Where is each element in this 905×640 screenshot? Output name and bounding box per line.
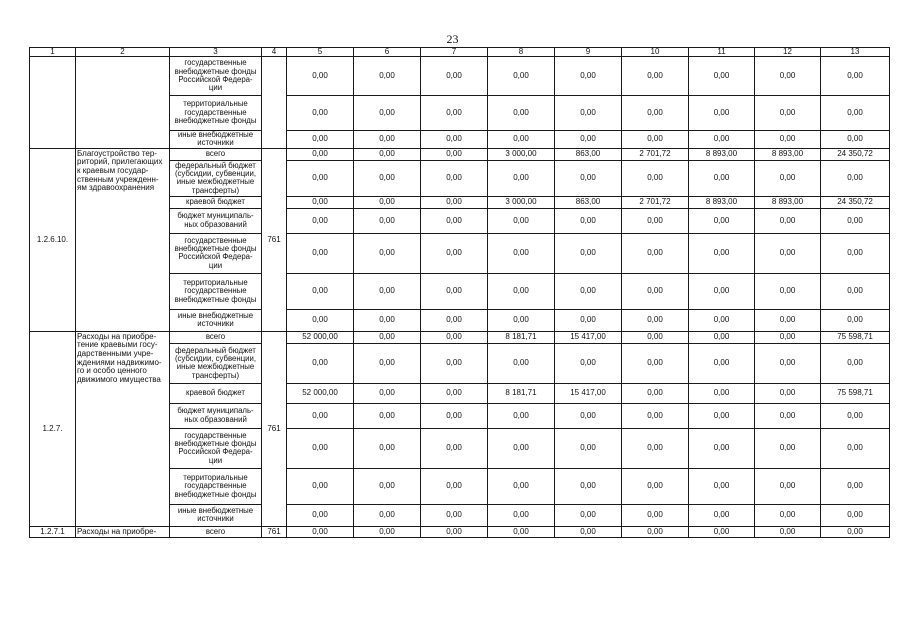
item-name: [76, 331, 170, 526]
amount-cell: 0,00: [689, 160, 755, 196]
amount-cell: 863,00: [555, 196, 622, 208]
column-number: 1: [30, 48, 76, 57]
amount-cell: 0,00: [755, 468, 821, 504]
amount-cell: 0,00: [622, 57, 689, 96]
amount-cell: 0,00: [488, 208, 555, 233]
amount-cell: 0,00: [488, 428, 555, 468]
amount-cell: 0,00: [622, 428, 689, 468]
amount-cell: 0,00: [622, 331, 689, 343]
amount-cell: 0,00: [689, 343, 755, 383]
item-name-text: Расходы на приобре- тение краевыми госу- дарственными учре- ждениями надвижимо- го и особо ценного движимого имущества: [77, 331, 162, 384]
amount-cell: 0,00: [287, 196, 354, 208]
amount-cell: 0,00: [287, 504, 354, 526]
amount-cell: 0,00: [421, 504, 488, 526]
amount-cell: 0,00: [821, 57, 890, 96]
amount-cell: 0,00: [689, 57, 755, 96]
amount-cell: 0,00: [488, 504, 555, 526]
amount-cell: 3 000,00: [488, 148, 555, 160]
amount-cell: 0,00: [755, 309, 821, 331]
amount-cell: 0,00: [287, 428, 354, 468]
amount-cell: 0,00: [689, 131, 755, 149]
item-name: [76, 148, 170, 331]
amount-cell: 0,00: [622, 96, 689, 131]
amount-cell: 0,00: [821, 309, 890, 331]
amount-cell: 863,00: [555, 148, 622, 160]
amount-cell: 0,00: [421, 403, 488, 428]
amount-cell: 0,00: [287, 468, 354, 504]
amount-cell: 0,00: [555, 468, 622, 504]
amount-cell: 0,00: [354, 148, 421, 160]
amount-cell: 0,00: [555, 208, 622, 233]
department-code: 761: [262, 331, 287, 526]
amount-cell: 0,00: [287, 526, 354, 537]
amount-cell: 0,00: [354, 96, 421, 131]
table-row: [30, 331, 890, 343]
amount-cell: 0,00: [821, 96, 890, 131]
funding-source: иные внебюджетные источники: [170, 309, 262, 331]
amount-cell: 0,00: [555, 96, 622, 131]
column-number-row: [30, 48, 890, 57]
amount-cell: 0,00: [287, 343, 354, 383]
amount-cell: 0,00: [622, 468, 689, 504]
amount-cell: 0,00: [755, 331, 821, 343]
amount-cell: 0,00: [421, 343, 488, 383]
amount-cell: 0,00: [555, 504, 622, 526]
amount-cell: 0,00: [755, 504, 821, 526]
funding-source: бюджет муниципаль- ных образований: [170, 208, 262, 233]
amount-cell: 0,00: [354, 428, 421, 468]
amount-cell: 0,00: [488, 96, 555, 131]
amount-cell: 0,00: [689, 526, 755, 537]
amount-cell: 0,00: [287, 57, 354, 96]
amount-cell: 0,00: [421, 468, 488, 504]
amount-cell: 0,00: [287, 160, 354, 196]
amount-cell: 0,00: [755, 428, 821, 468]
amount-cell: 0,00: [821, 428, 890, 468]
amount-cell: 0,00: [354, 57, 421, 96]
amount-cell: 0,00: [555, 403, 622, 428]
amount-cell: 0,00: [421, 273, 488, 309]
amount-cell: 0,00: [555, 309, 622, 331]
amount-cell: 0,00: [821, 208, 890, 233]
amount-cell: 0,00: [622, 403, 689, 428]
amount-cell: 8 181,71: [488, 331, 555, 343]
amount-cell: 0,00: [555, 131, 622, 149]
amount-cell: 0,00: [555, 343, 622, 383]
amount-cell: 0,00: [421, 428, 488, 468]
funding-source: краевой бюджет: [170, 383, 262, 403]
amount-cell: 8 893,00: [689, 148, 755, 160]
amount-cell: 0,00: [555, 526, 622, 537]
amount-cell: 0,00: [689, 309, 755, 331]
item-name: [76, 526, 170, 537]
funding-source: государственные внебюджетные фонды Российской Федера- ции: [170, 57, 262, 96]
amount-cell: 0,00: [287, 208, 354, 233]
amount-cell: 0,00: [689, 428, 755, 468]
column-number: 10: [622, 48, 689, 57]
amount-cell: 3 000,00: [488, 196, 555, 208]
amount-cell: 0,00: [821, 273, 890, 309]
amount-cell: 0,00: [689, 468, 755, 504]
amount-cell: 0,00: [287, 273, 354, 309]
amount-cell: 0,00: [488, 273, 555, 309]
funding-source: государственные внебюджетные фонды Российской Федера- ции: [170, 428, 262, 468]
amount-cell: 2 701,72: [622, 148, 689, 160]
column-number: 3: [170, 48, 262, 57]
amount-cell: 0,00: [287, 131, 354, 149]
amount-cell: 24 350,72: [821, 196, 890, 208]
funding-source: иные внебюджетные источники: [170, 131, 262, 149]
amount-cell: 24 350,72: [821, 148, 890, 160]
table-row: [30, 57, 890, 96]
item-code: [30, 57, 76, 149]
amount-cell: 0,00: [755, 57, 821, 96]
column-number: 9: [555, 48, 622, 57]
amount-cell: 0,00: [488, 309, 555, 331]
amount-cell: 0,00: [622, 273, 689, 309]
amount-cell: 0,00: [354, 468, 421, 504]
amount-cell: 0,00: [689, 331, 755, 343]
amount-cell: 0,00: [622, 526, 689, 537]
department-code: 761: [262, 526, 287, 537]
amount-cell: 0,00: [421, 208, 488, 233]
amount-cell: 0,00: [622, 160, 689, 196]
amount-cell: 8 893,00: [755, 148, 821, 160]
amount-cell: 0,00: [689, 383, 755, 403]
amount-cell: 0,00: [354, 131, 421, 149]
column-number: 2: [76, 48, 170, 57]
amount-cell: 0,00: [821, 131, 890, 149]
amount-cell: 0,00: [555, 233, 622, 273]
amount-cell: 0,00: [555, 428, 622, 468]
amount-cell: 52 000,00: [287, 383, 354, 403]
amount-cell: 0,00: [689, 403, 755, 428]
amount-cell: 0,00: [421, 160, 488, 196]
amount-cell: 2 701,72: [622, 196, 689, 208]
amount-cell: 0,00: [287, 309, 354, 331]
amount-cell: 0,00: [354, 196, 421, 208]
amount-cell: 0,00: [488, 343, 555, 383]
amount-cell: 0,00: [821, 233, 890, 273]
amount-cell: 0,00: [821, 504, 890, 526]
funding-source: территориальные государственные внебюджетные фонды: [170, 273, 262, 309]
amount-cell: 8 181,71: [488, 383, 555, 403]
amount-cell: 0,00: [287, 233, 354, 273]
amount-cell: 0,00: [689, 96, 755, 131]
column-number: 6: [354, 48, 421, 57]
amount-cell: 0,00: [755, 403, 821, 428]
funding-source: бюджет муниципаль- ных образований: [170, 403, 262, 428]
amount-cell: 0,00: [354, 403, 421, 428]
item-name-text: Благоустройство тер- риторий, прилегающих к краевым государ- ственным учрежденн- ям здравоохранения: [77, 148, 163, 193]
funding-source: краевой бюджет: [170, 196, 262, 208]
item-code: 1.2.7.1: [30, 526, 76, 537]
amount-cell: 0,00: [689, 504, 755, 526]
budget-table: [29, 47, 890, 538]
funding-source: федеральный бюджет (субсидии, субвенции, иные межбюджетные трансферты): [170, 160, 262, 196]
amount-cell: 0,00: [488, 160, 555, 196]
amount-cell: 0,00: [821, 526, 890, 537]
funding-source: иные внебюджетные источники: [170, 504, 262, 526]
amount-cell: 0,00: [689, 273, 755, 309]
amount-cell: 0,00: [622, 309, 689, 331]
amount-cell: 0,00: [354, 383, 421, 403]
amount-cell: 0,00: [488, 526, 555, 537]
column-number: 4: [262, 48, 287, 57]
amount-cell: 15 417,00: [555, 383, 622, 403]
amount-cell: 0,00: [755, 208, 821, 233]
amount-cell: 0,00: [354, 343, 421, 383]
amount-cell: 0,00: [755, 273, 821, 309]
amount-cell: 0,00: [555, 273, 622, 309]
item-code: 1.2.6.10.: [30, 148, 76, 331]
amount-cell: 0,00: [488, 468, 555, 504]
amount-cell: 0,00: [421, 148, 488, 160]
amount-cell: 0,00: [555, 160, 622, 196]
column-number: 7: [421, 48, 488, 57]
column-number: 11: [689, 48, 755, 57]
column-number: 12: [755, 48, 821, 57]
amount-cell: 0,00: [755, 343, 821, 383]
amount-cell: 0,00: [622, 383, 689, 403]
amount-cell: 0,00: [488, 403, 555, 428]
amount-cell: 0,00: [821, 160, 890, 196]
amount-cell: 52 000,00: [287, 331, 354, 343]
amount-cell: 0,00: [755, 383, 821, 403]
amount-cell: 0,00: [622, 131, 689, 149]
amount-cell: 0,00: [287, 96, 354, 131]
amount-cell: 0,00: [354, 504, 421, 526]
amount-cell: 0,00: [488, 131, 555, 149]
amount-cell: 0,00: [354, 233, 421, 273]
amount-cell: 0,00: [689, 233, 755, 273]
funding-source: территориальные государственные внебюджетные фонды: [170, 468, 262, 504]
funding-source: всего: [170, 526, 262, 537]
amount-cell: 0,00: [421, 309, 488, 331]
funding-source: территориальные государственные внебюджетные фонды: [170, 96, 262, 131]
amount-cell: 0,00: [354, 160, 421, 196]
amount-cell: 0,00: [354, 309, 421, 331]
amount-cell: 0,00: [354, 208, 421, 233]
amount-cell: 0,00: [354, 273, 421, 309]
amount-cell: 0,00: [755, 233, 821, 273]
table-row: [30, 148, 890, 160]
amount-cell: 0,00: [421, 96, 488, 131]
amount-cell: 0,00: [421, 526, 488, 537]
amount-cell: 0,00: [622, 233, 689, 273]
table-row: [30, 526, 890, 537]
amount-cell: 0,00: [821, 343, 890, 383]
amount-cell: 0,00: [421, 331, 488, 343]
amount-cell: 0,00: [287, 148, 354, 160]
amount-cell: 0,00: [421, 383, 488, 403]
page-number: 23: [446, 32, 459, 46]
amount-cell: 0,00: [622, 343, 689, 383]
amount-cell: 0,00: [421, 196, 488, 208]
item-code: 1.2.7.: [30, 331, 76, 526]
amount-cell: 15 417,00: [555, 331, 622, 343]
amount-cell: 8 893,00: [689, 196, 755, 208]
amount-cell: 0,00: [421, 57, 488, 96]
amount-cell: 0,00: [755, 526, 821, 537]
amount-cell: 0,00: [755, 96, 821, 131]
item-name-text: Расходы на приобре-: [77, 526, 157, 536]
column-number: 8: [488, 48, 555, 57]
column-number: 5: [287, 48, 354, 57]
amount-cell: 75 598,71: [821, 383, 890, 403]
amount-cell: 0,00: [689, 208, 755, 233]
funding-source: всего: [170, 331, 262, 343]
amount-cell: 0,00: [622, 504, 689, 526]
amount-cell: 0,00: [821, 403, 890, 428]
funding-source: государственные внебюджетные фонды Российской Федера- ции: [170, 233, 262, 273]
column-number: 13: [821, 48, 890, 57]
funding-source: федеральный бюджет (субсидии, субвенции, иные межбюджетные трансферты): [170, 343, 262, 383]
item-name: [76, 57, 170, 149]
amount-cell: 0,00: [354, 526, 421, 537]
amount-cell: 0,00: [488, 57, 555, 96]
amount-cell: 0,00: [421, 131, 488, 149]
amount-cell: 0,00: [287, 403, 354, 428]
amount-cell: 8 893,00: [755, 196, 821, 208]
amount-cell: 0,00: [755, 160, 821, 196]
amount-cell: 75 598,71: [821, 331, 890, 343]
amount-cell: 0,00: [354, 331, 421, 343]
funding-source: всего: [170, 148, 262, 160]
amount-cell: 0,00: [755, 131, 821, 149]
amount-cell: 0,00: [622, 208, 689, 233]
amount-cell: 0,00: [421, 233, 488, 273]
amount-cell: 0,00: [821, 468, 890, 504]
department-code: [262, 57, 287, 149]
department-code: 761: [262, 148, 287, 331]
amount-cell: 0,00: [555, 57, 622, 96]
amount-cell: 0,00: [488, 233, 555, 273]
